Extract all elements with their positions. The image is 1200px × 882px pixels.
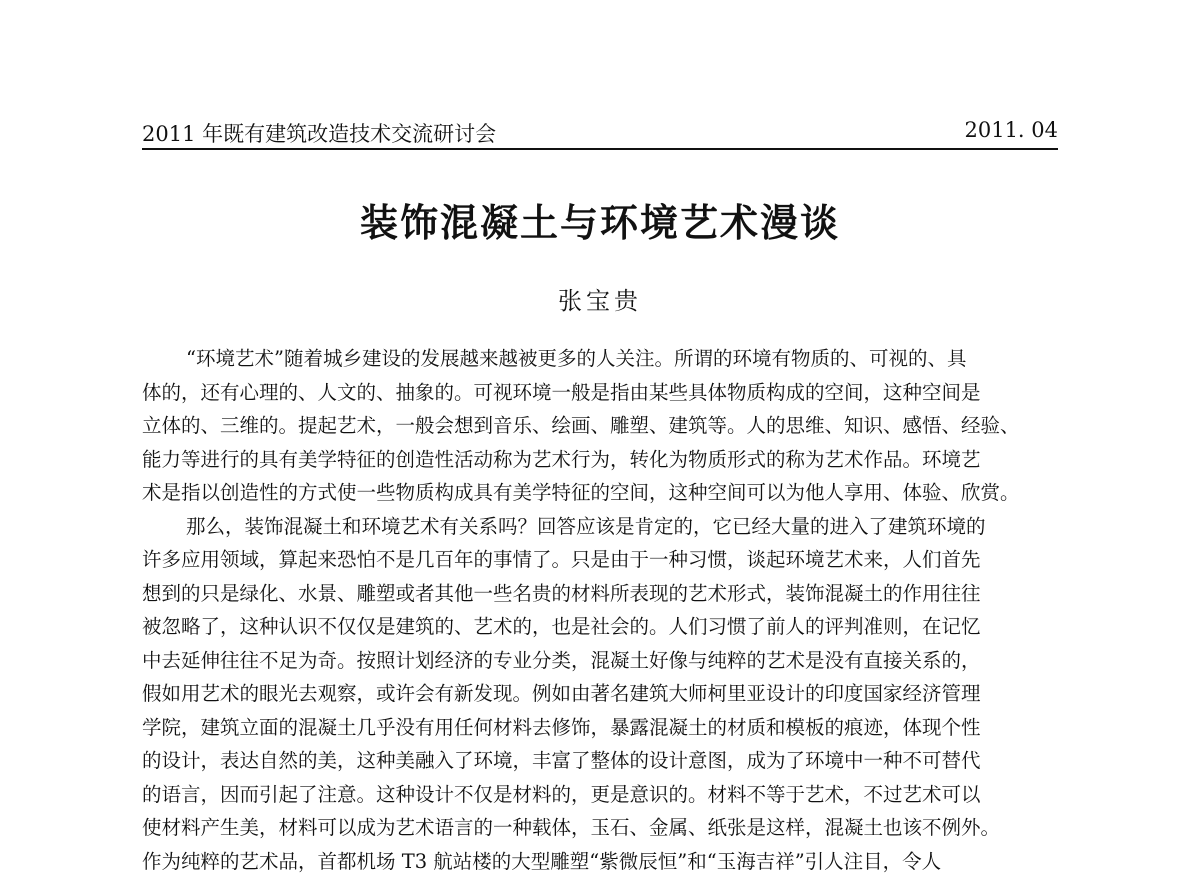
article-title: 装饰混凝土与环境艺术漫谈 [359, 201, 840, 245]
body-line: “环境艺术”随着城乡建设的发展越来越被更多的人关注。所谓的环境有物质的、可视的、具 [186, 347, 967, 370]
body-line: 立体的、三维的。提起艺术，一般会想到音乐、绘画、雕塑、建筑等。人的思维、知识、感悟、经验、 [142, 414, 1020, 437]
body-line: 那么，装饰混凝土和环境艺术有关系吗？回答应该是肯定的，它已经大量的进入了建筑环境的 [186, 514, 986, 538]
body-line: 能力等进行的具有美学特征的创造性活动称为艺术行为，转化为物质形式的称为艺术作品。环境艺 [142, 447, 981, 471]
body-line: 被忽略了，这种认识不仅仅是建筑的、艺术的，也是社会的。人们习惯了前人的评判准则，在记忆 [142, 615, 981, 638]
body-line: 想到的只是绿化、水景、雕塑或者其他一些名贵的材料所表现的艺术形式，装饰混凝土的作用往往 [142, 581, 981, 605]
body-line: 的语言，因而引起了注意。这种设计不仅是材料的，更是意识的。材料不等于艺术，不过艺术可以 [142, 782, 981, 806]
body-line: 的设计，表达自然的美，这种美融入了环境，丰富了整体的设计意图，成为了环境中一种不可替代 [142, 749, 981, 772]
article-body [142, 342, 1062, 878]
body-line: 作为纯粹的艺术品，首都机场 T3 航站楼的大型雕塑“紫微辰恒”和“玉海吉祥”引人注目，令人 [142, 849, 942, 873]
article-author: 张宝贵 [558, 287, 642, 315]
body-line: 中去延伸往往不足为奇。按照计划经济的专业分类，混凝土好像与纯粹的艺术是没有直接关系的， [142, 648, 981, 672]
running-header [142, 116, 1058, 150]
body-line: 使材料产生美，材料可以成为艺术语言的一种载体，玉石、金属、纸张是这样，混凝土也该不例外。 [142, 816, 1001, 839]
body-line: 假如用艺术的眼光去观察，或许会有新发现。例如由著名建筑大师柯里亚设计的印度国家经济管理 [142, 682, 981, 705]
body-line: 许多应用领域，算起来恐怕不是几百年的事情了。只是由于一种习惯，谈起环境艺术来，人们首先 [142, 548, 981, 571]
publication-date: 2011. 04 [964, 118, 1058, 142]
body-line: 术是指以创造性的方式使一些物质构成具有美学特征的空间，这种空间可以为他人享用、体验、欣赏。 [142, 481, 1020, 504]
body-line: 学院，建筑立面的混凝土几乎没有用任何材料去修饰，暴露混凝土的材质和模板的痕迹，体现个性 [142, 715, 981, 739]
conference-name: 2011 年既有建筑改造技术交流研讨会 [142, 122, 497, 146]
body-line: 体的，还有心理的、人文的、抽象的。可视环境一般是指由某些具体物质构成的空间，这种空间是 [142, 380, 981, 404]
